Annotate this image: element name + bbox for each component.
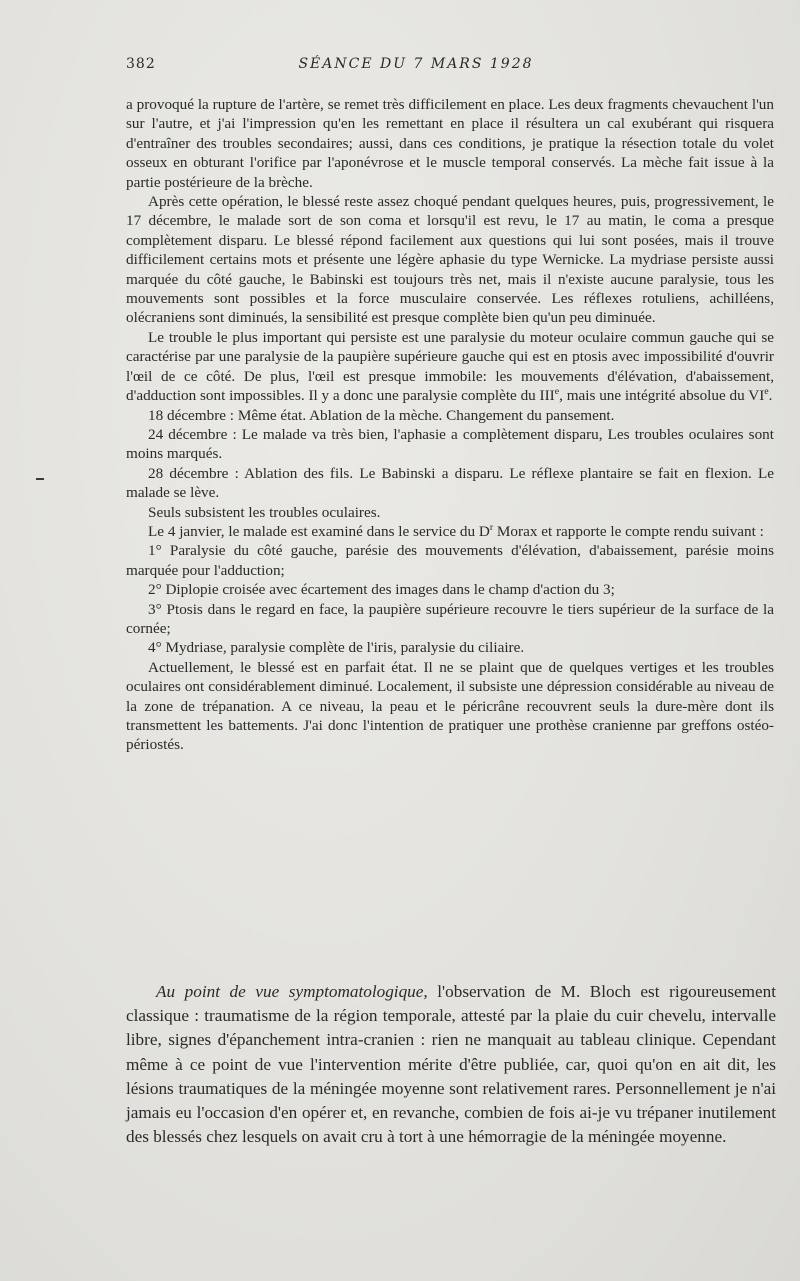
commentary-text <box>126 980 776 1149</box>
list-item: 1° Paralysie du côté gauche, parésie des mouvements d'élévation, d'abaissement, parésie moins marquée pour l'adduction; <box>126 542 774 579</box>
paragraph <box>126 980 776 1149</box>
running-head: SÉANCE DU 7 MARS 1928 <box>298 56 534 72</box>
superscript: e <box>764 386 769 398</box>
italic-lead: Au point de vue symptomatologique, <box>156 982 428 1001</box>
paragraph-text: Le trouble le plus important qui persiste est une paralysie du moteur oculaire commun gauche qui se caractérise par une paralysie de la paupière supérieure gauche qui est en ptosis avec impossibilité d'ouvrir l'œil de ce côté. De plus, l'œil est presque immobile: les mouvements d'élévation, d'abaissement, d'adduction sont impossibles. Il y a donc une paralysie complète du III <box>126 328 774 405</box>
superscript: e <box>554 386 560 398</box>
superscript: r <box>489 521 494 533</box>
paragraph: 18 décembre : Même état. Ablation de la mèche. Changement du pansement. <box>148 406 615 424</box>
paragraph-text: l'observation de M. Bloch est rigoureusement classique : traumatisme de la région temporale, attesté par la plaie du cuir chevelu, intervalle libre, signes d'épanchement intra-cranien : rien ne manquait au tableau clinique. Cependant même à ce point de vue l'intervention mérite d'être publiée, car, quoi qu'on en ait dit, les lésions traumatiques de la méningée moyenne sont relativement rares. Personnellement je n'ai jamais eu l'occasion d'en opérer et, en revanche, combien de fois ai-je vu trépaner inutilement des blessés chez lesquels on avait cru à tort à une hémorragie de la méningée moyenne. <box>126 982 777 1147</box>
paragraph: 28 décembre : Ablation des fils. Le Babinski a disparu. Le réflexe plantaire se fait en flexion. Le malade se lève. <box>126 464 774 502</box>
margin-mark <box>36 478 44 480</box>
paragraph <box>126 522 774 541</box>
paragraph: Après cette opération, le blessé reste assez choqué pendant quelques heures, puis, progressivement, le 17 décembre, le malade sort de son coma et lorsqu'il est revu, le 17 au matin, le coma a presque complètement disparu. Le blessé répond facilement aux questions qui lui sont posées, mais il trouve difficilement certains mots et présente une légère aphasie du type Wernicke. La mydriase persiste aussi marquée du côté gauche, le Babinski est toujours très net, mais il n'existe aucune paralysie, tous les mouvements sont possibles et la force musculaire conservée. Les réflexes rotuliens, achilléens, olécraniens sont diminués, la sensibilité est presque complète bien qu'un peu diminuée. <box>126 193 774 327</box>
paragraph <box>126 328 774 406</box>
list-item: 3° Ptosis dans le regard en face, la paupière supérieure recouvre le tiers supérieur de la surface de la cornée; <box>126 600 774 637</box>
paragraph-text: Morax et rapporte le compte rendu suivant : <box>493 522 764 540</box>
paragraph: a provoqué la rupture de l'artère, se remet très difficilement en place. Les deux fragments chevauchent l'un sur l'autre, et j'ai l'impression qu'en les remettant en place il résultera un cal exubérant qui risquera d'entraîner des troubles secondaires; aussi, dans ces conditions, je pratique la résection totale du volet osseux en obturant l'orifice par l'aponévrose et le muscle temporal conservés. La mèche fait issue à la partie postérieure de la brèche. <box>126 96 774 191</box>
paragraph-text: . <box>768 387 773 405</box>
case-report-text <box>126 95 774 755</box>
paragraph: Seuls subsistent les troubles oculaires. <box>148 503 381 521</box>
paragraph: 24 décembre : Le malade va très bien, l'aphasie a complètement disparu, Les troubles oculaires sont moins marqués. <box>126 425 774 463</box>
page-number: 382 <box>126 56 156 72</box>
list-item: 2° Diplopie croisée avec écartement des images dans le champ d'action du 3; <box>148 581 615 599</box>
paragraph: Actuellement, le blessé est en parfait état. Il ne se plaint que de quelques vertiges et les troubles oculaires ont considérablement diminué. Localement, il subsiste une dépression considérable au niveau de la zone de trépanation. A ce niveau, la peau et le péricrâne recouvrent seuls la dure-mère dont ils transmettent les battements. J'ai donc l'intention de pratiquer une prothèse cranienne par greffons ostéo-périostés. <box>126 658 774 754</box>
paragraph-text: Le 4 janvier, le malade est examiné dans le service du D <box>148 522 490 540</box>
page-header <box>126 56 776 78</box>
paragraph-text: , mais une intégrité absolue du VI <box>559 387 765 405</box>
list-item: 4° Mydriase, paralysie complète de l'iris, paralysie du ciliaire. <box>148 639 525 657</box>
